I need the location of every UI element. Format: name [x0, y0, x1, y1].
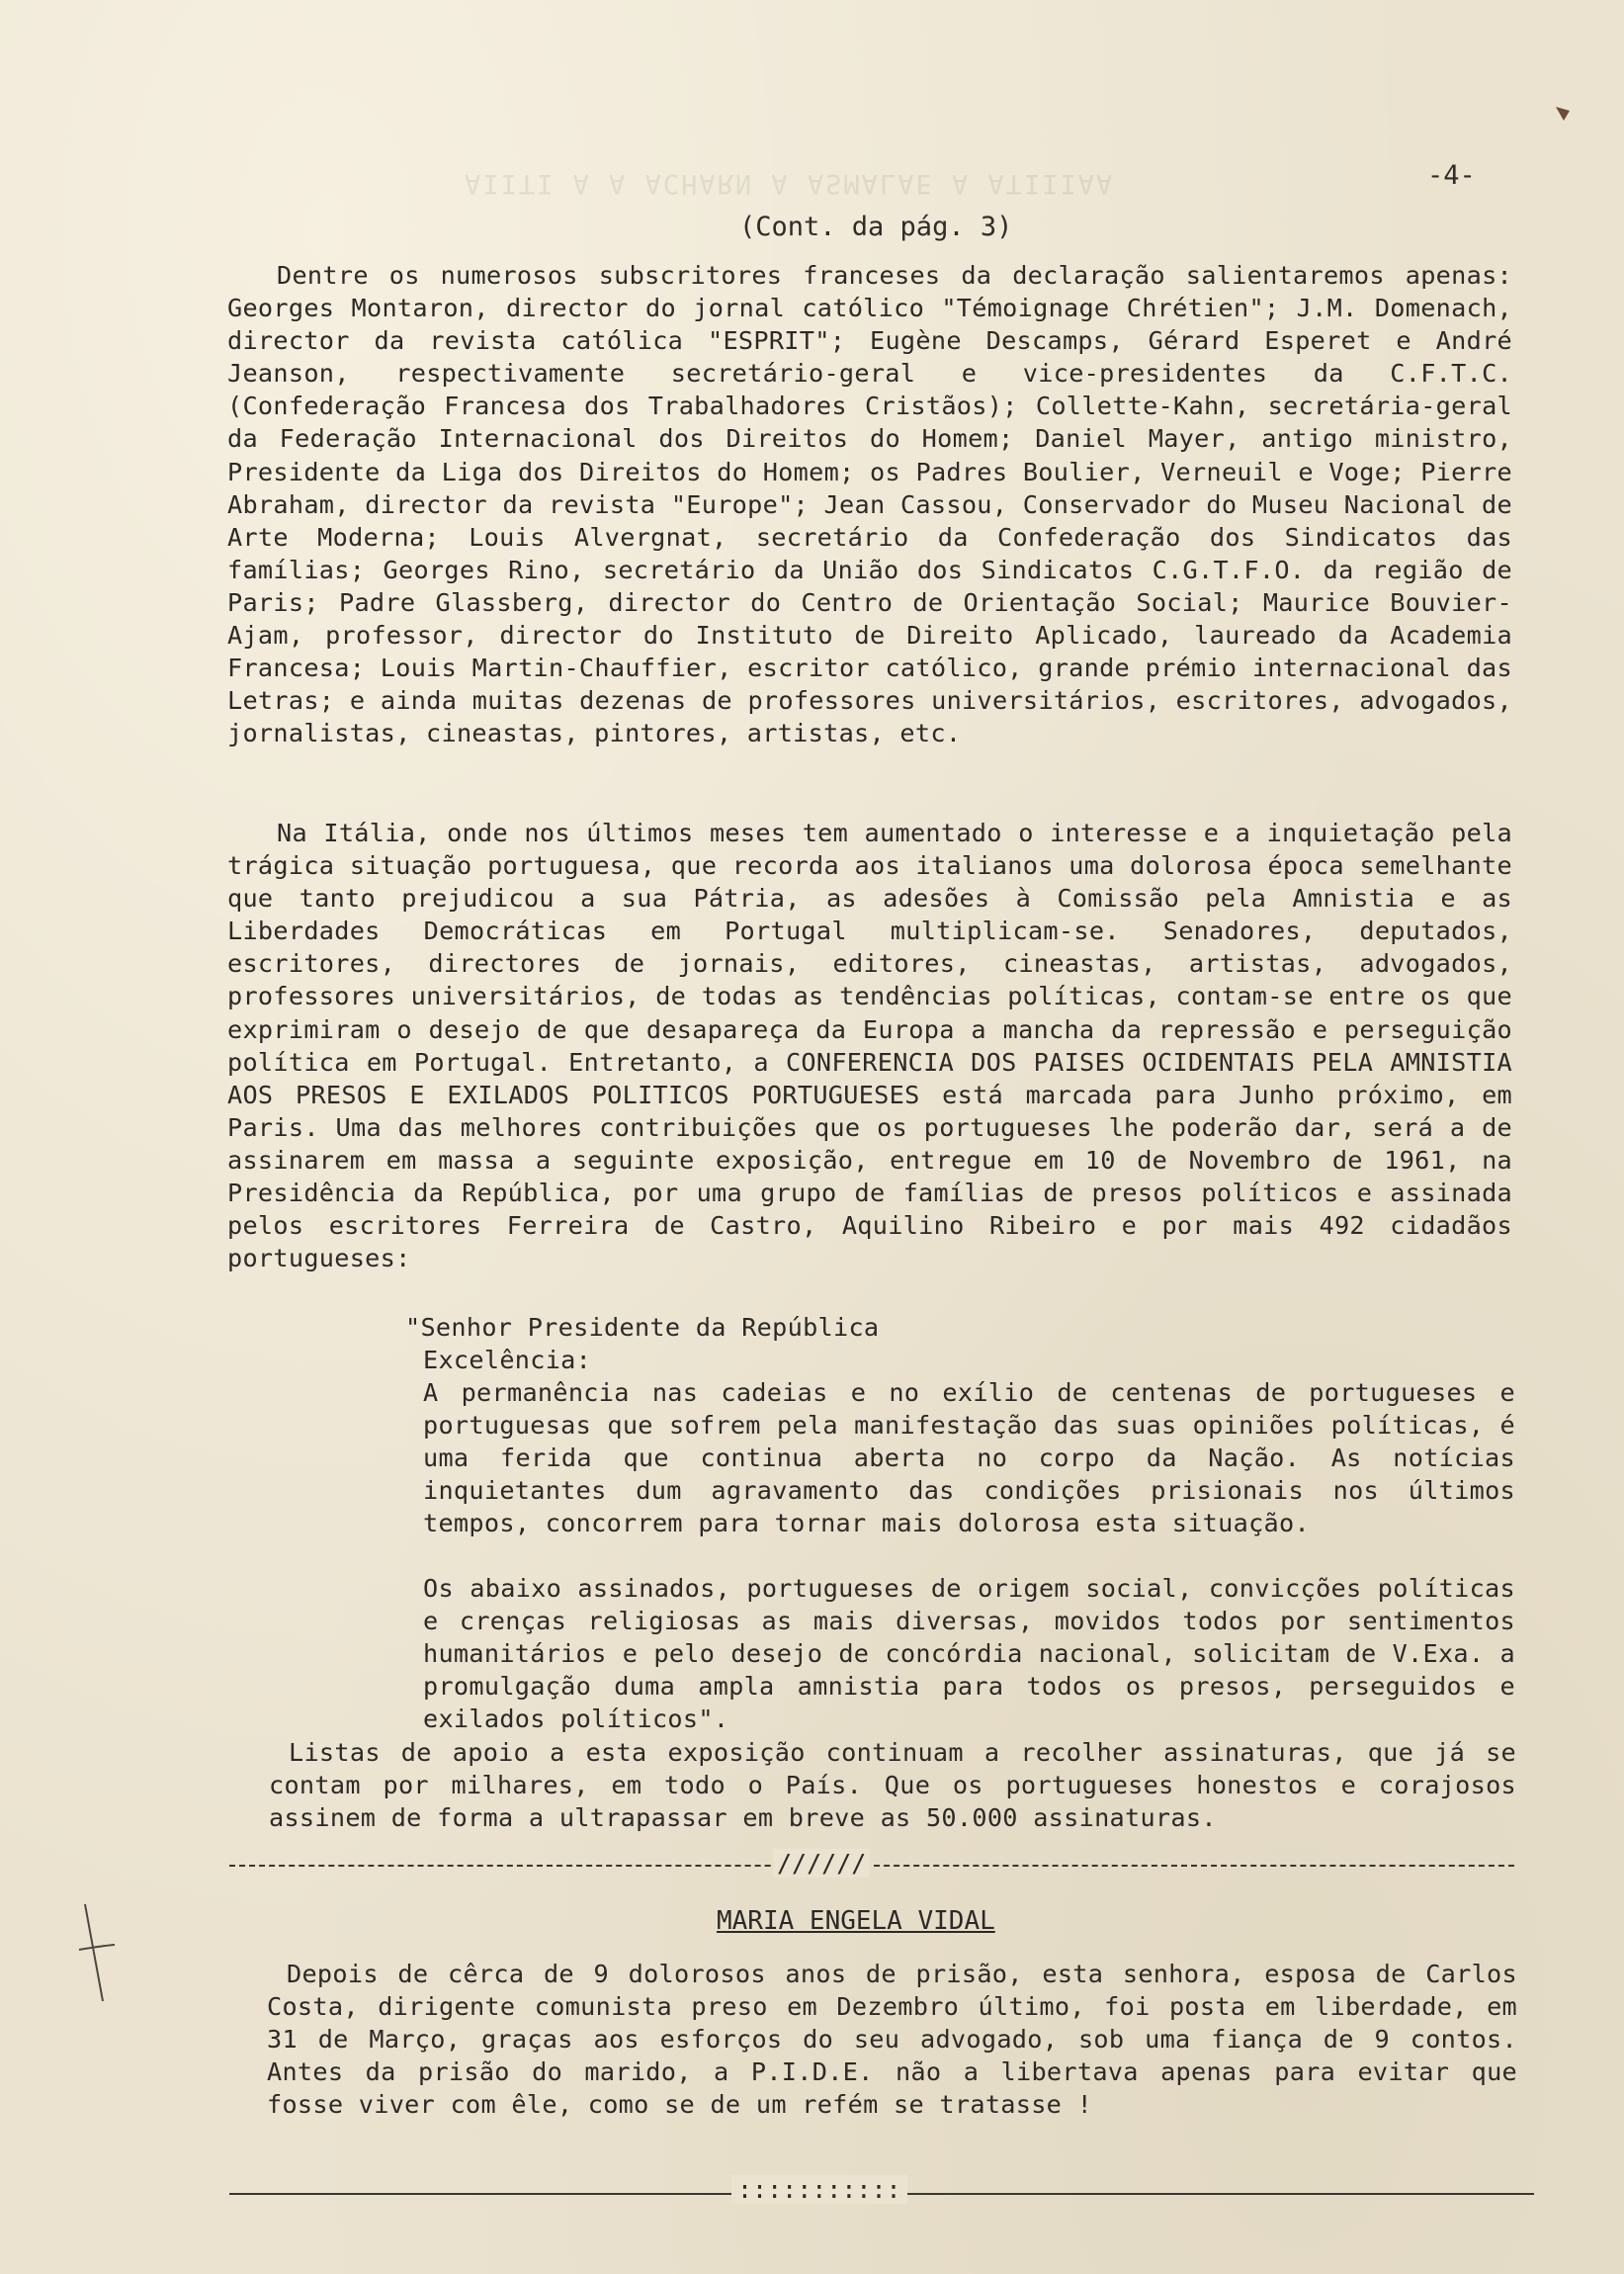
continuation-note: (Cont. da pág. 3) [739, 212, 1013, 242]
paragraph-maria-engela-vidal: Depois de cêrca de 9 dolorosos anos de prisão, esta senhora, esposa de Carlos Costa, dirigente comunista preso em Dezembro último, foi posta em liberdade, em 31 de Março, graças aos esforços do seu advogado, sob uma fiança de 9 contos. Antes da prisão do marido, a P.I.D.E. não a libertava apenas para evitar que fosse viver com êle, como se de um refém se tratasse ! [267, 1960, 1517, 2120]
section-title: MARIA ENGELA VIDAL [717, 1906, 995, 1936]
paragraph-french-subscribers: Dentre os numerosos subscritores franceses da declaração salientaremos apenas: Georges Montaron, director do jornal católico "Témoignage Chrétien"; J.M. Domenach, director da revista católica "ESPRIT"; Eugène Descamps, Gérard Esperet e André Jeanson, respectivamente secretário-geral e vice-presidentes da C.F.T.C. (Confederação Francesa dos Trabalhadores Cristãos); Collette-Kahn, secretária-geral da Federação Internacional dos Direitos do Homem; Daniel Mayer, antigo ministro, Presidente da Liga dos Direitos do Homem; os Padres Boulier, Verneuil e Voge; Pierre Abraham, director da revista "Europe"; Jean Cassou, Conservador do Museu Nacional de Arte Moderna; Louis Alvergnat, secretário da Confederação dos Sindicatos das famílias; Georges Rino, secretário da União dos Sindicatos C.G.T.F.O. da região de Paris; Padre Glassberg, director do Centro de Orientação Social; Maurice Bouvier-Ajam, professor, director do Instituto de Direito Aplicado, laureado da Academia Francesa; Louis Martin-Chauffier, escritor católico, grande prémio internacional das Letras; e ainda muitas dezenas de professores universitários, escritores, advogados, jornalistas, cineastas, pintores, artistas, etc. [227, 261, 1512, 748]
section-divider [229, 1865, 1514, 1869]
paragraph-closing: Listas de apoio a esta exposição continuam a recolher assinaturas, que já se contam por milhares, em todo o País. Que os portugueses honestos e corajosos assinem de forma a ultrapassar em breve as 50.000 assinaturas. [269, 1738, 1516, 1833]
show-through-text: AIITI A A ACHARN A ASMALAE A ATIIIAA [465, 168, 1115, 199]
pen-margin-mark-icon [77, 1898, 117, 2007]
quote-salutation: "Senhor Presidente da República [405, 1313, 880, 1342]
page-number: -4- [1427, 160, 1476, 191]
ink-spot-icon [1552, 103, 1574, 125]
divider-slashes: ////// [773, 1849, 870, 1878]
quote-paragraph-2: Os abaixo assinados, portugueses de origem social, convicções políticas e crenças religiosas as mais diversas, movidos todos por sentimentos humanitários e pelo desejo de concórdia nacional, solicitam de V.Exa. a promulgação duma ampla amnistia para todos os presos, perseguidos e exilados políticos". [423, 1574, 1515, 1734]
quote-paragraph-1: A permanência nas cadeias e no exílio de centenas de portugueses e portuguesas que sofrem pela manifestação das suas opiniões políticas, é uma ferida que continua aberta no corpo da Nação. As notícias inquietantes dum agravamento das condições prisionais nos últimos tempos, concorrem para tornar mais dolorosa esta situação. [423, 1378, 1515, 1538]
quote-excellency: Excelência: [423, 1346, 592, 1374]
paragraph-italy: Na Itália, onde nos últimos meses tem aumentado o interesse e a inquietação pela trágica situação portuguesa, que recorda aos italianos uma dolorosa época semelhante que tanto prejudicou a sua Pátria, as adesões à Comissão pela Amnistia e as Liberdades Democráticas em Portugal multiplicam-se. Senadores, deputados, escritores, directores de jornais, editores, cineastas, artistas, advogados, professores universitários, de todas as tendências políticas, contam-se entre os que exprimiram o desejo de que desapareça da Europa a mancha da repressão e perseguição política em Portugal. Entretanto, a CONFERENCIA DOS PAISES OCIDENTAIS PELA AMNISTIA AOS PRESOS E EXILADOS POLITICOS PORTUGUESES está marcada para Junho próximo, em Paris. Uma das melhores contribuições que os portugueses lhe poderão dar, será a de assinarem em massa a seguinte exposição, entregue em 10 de Novembro de 1961, na Presidência da República, por uma grupo de famílias de presos políticos e assinada pelos escritores Ferreira de Castro, Aquilino Ribeiro e por mais 492 cidadãos portugueses: [227, 819, 1512, 1273]
bottom-colons: ::::::::::: [731, 2175, 907, 2204]
